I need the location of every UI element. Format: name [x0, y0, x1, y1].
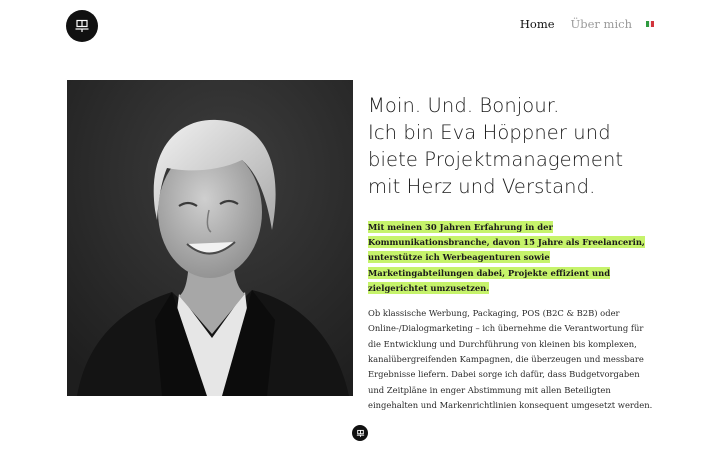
portrait-photo [67, 80, 353, 396]
hero-content [368, 92, 658, 413]
monogram-logo-icon [74, 18, 90, 34]
headline-line: Moin. Und. Bonjour. [368, 94, 560, 117]
highlighted-lead-text: Mit meinen 30 Jahren Erfahrung in der Kommunikationsbranche, davon 15 Jahre als Freelancerin, unterstütze ich Werbeagenturen sowie Marketingabteilungen dabei, Projekte effizient und zielgerichtet umzusetzen. [368, 222, 645, 293]
monogram-logo-icon [356, 429, 365, 438]
headline-line: biete Projektmanagement [368, 148, 624, 171]
nav-home[interactable]: Home [519, 17, 555, 31]
body-paragraph: Ob klassische Werbung, Packaging, POS (B2C & B2B) oder Online-/Dialogmarketing – ich übernehme die Verantwortung für die Entwicklung und Durchführung von kleinen bis komplexen, kanalübergreifenden Kampagnen, die überzeugen und messbare Ergebnisse liefern. Dabei sorge ich dafür, dass Budgetvorgaben und Zeitpläne in enger Abstimmung mit allen Beteiligten eingehalten und Markenrichtlinien konsequent umgesetzt werden. [368, 308, 653, 410]
headline-line: Ich bin Eva Höppner und [368, 121, 611, 144]
page-title [368, 92, 658, 200]
main-nav [520, 17, 654, 31]
headline-line: mit Herz und Verstand. [368, 175, 596, 198]
nav-about[interactable]: Über mich [570, 17, 632, 31]
lead-paragraph [368, 220, 658, 296]
italian-flag-icon[interactable] [646, 21, 654, 27]
footer-logo-icon[interactable] [352, 425, 368, 441]
logo-icon[interactable] [66, 10, 98, 42]
